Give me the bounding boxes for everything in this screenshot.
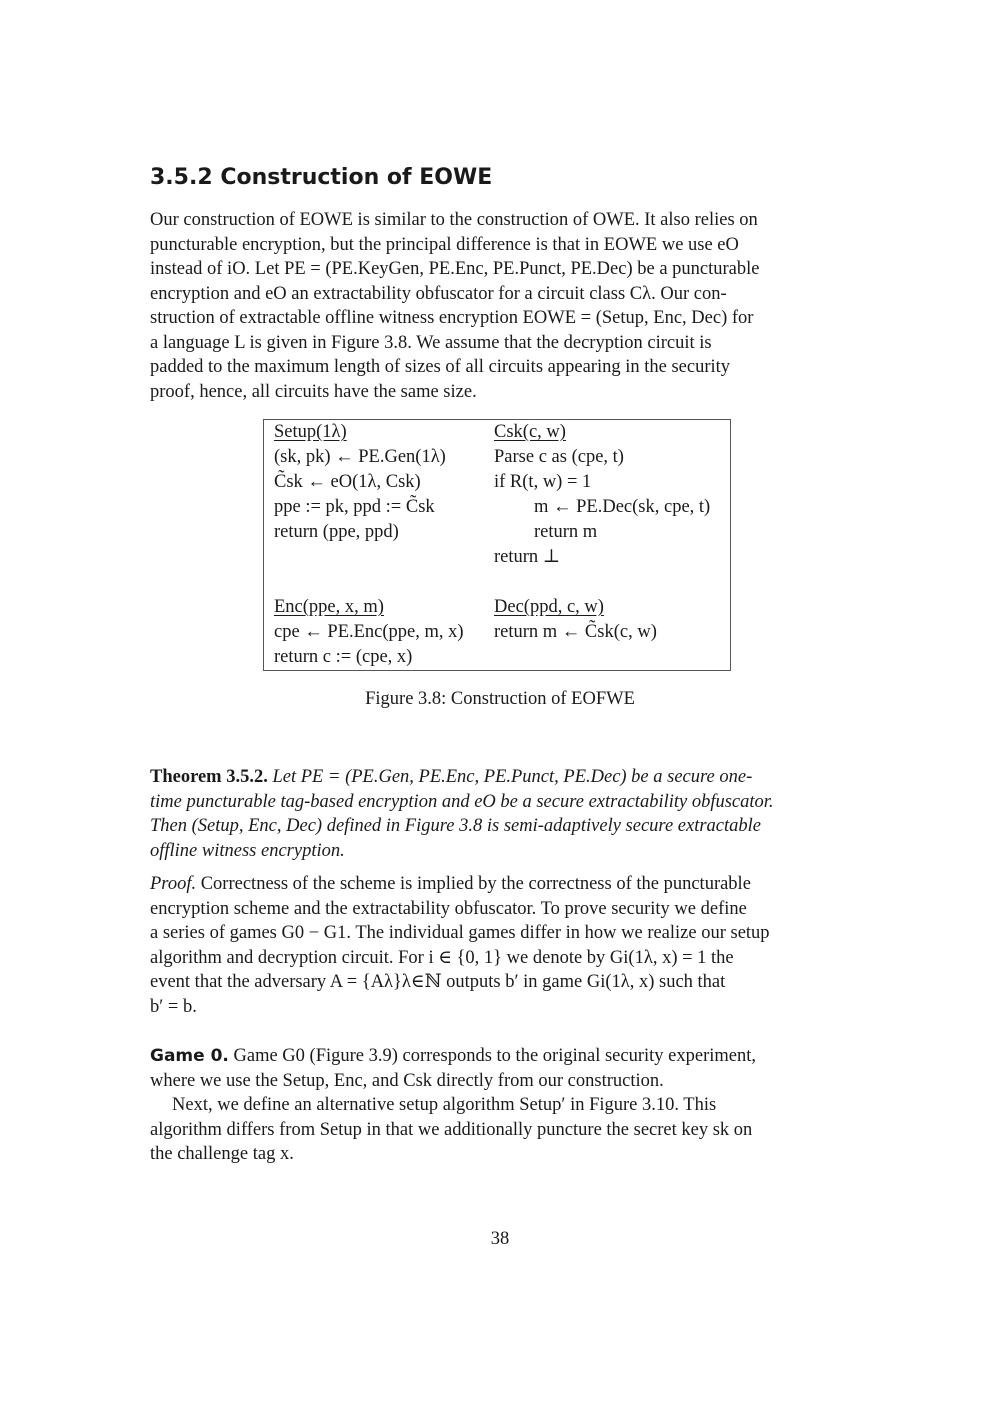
next-line: Next, we define an alternative setup algorithm Setup′ in Figure 3.10. This bbox=[172, 1095, 717, 1115]
proof-line: encryption scheme and the extractability obfuscator. To prove security we define bbox=[150, 898, 747, 919]
intro-line: a language L is given in Figure 3.8. We assume that the decryption circuit is bbox=[150, 332, 712, 353]
section-heading bbox=[150, 165, 492, 190]
intro-line: Our construction of EOWE is similar to the construction of OWE. It also relies on bbox=[150, 210, 758, 230]
figure-box bbox=[263, 419, 731, 671]
algo-line: Parse c as (cpe, t) bbox=[494, 447, 624, 467]
intro-line: proof, hence, all circuits have the same size. bbox=[150, 381, 477, 402]
proof-line: Correctness of the scheme is implied by the correctness of the puncturable bbox=[200, 874, 751, 894]
next-line: the challenge tag x. bbox=[150, 1144, 294, 1164]
intro-line: encryption and eO an extractability obfuscator for a circuit class Cλ. Our con- bbox=[150, 283, 727, 304]
algo-line: return (ppe, ppd) bbox=[274, 522, 399, 542]
algo-line: if R(t, w) = 1 bbox=[494, 472, 592, 492]
intro-paragraph bbox=[150, 208, 850, 404]
section-number: 3.5.2 bbox=[150, 165, 213, 190]
theorem-line: Let PE = (PE.Gen, PE.Enc, PE.Punct, PE.Dec) be a secure one- bbox=[272, 767, 753, 787]
dec-header: Dec(ppd, c, w) bbox=[494, 597, 604, 617]
proof-label: Proof. bbox=[150, 874, 197, 894]
algo-line: return m ← C̃sk(c, w) bbox=[494, 622, 657, 642]
proof-block bbox=[150, 872, 850, 1019]
intro-line: padded to the maximum length of sizes of all circuits appearing in the security bbox=[150, 357, 731, 377]
next-paragraph bbox=[150, 1093, 850, 1167]
intro-line: struction of extractable offline witness encryption EOWE = (Setup, Enc, Dec) for bbox=[150, 308, 754, 328]
proof-line: a series of games G0 − G1. The individual games differ in how we realize our setup bbox=[150, 923, 770, 943]
enc-header: Enc(ppe, x, m) bbox=[274, 597, 384, 617]
intro-line: puncturable encryption, but the principal difference is that in EOWE we use eO bbox=[150, 234, 739, 255]
next-line: algorithm differs from Setup in that we additionally puncture the secret key sk on bbox=[150, 1119, 753, 1140]
theorem-line: offline witness encryption. bbox=[150, 840, 345, 861]
algo-line: return c := (cpe, x) bbox=[274, 647, 413, 667]
section-title: Construction of EOWE bbox=[220, 165, 493, 190]
algo-line: return m bbox=[534, 522, 598, 542]
algo-line: cpe ← PE.Enc(ppe, m, x) bbox=[274, 622, 464, 642]
game0-block bbox=[150, 1044, 850, 1093]
page-number: 38 bbox=[490, 1229, 510, 1249]
theorem-block bbox=[150, 765, 850, 863]
proof-line: algorithm and decryption circuit. For i ∈ {0, 1} we denote by Gi(1λ, x) = 1 the bbox=[150, 947, 734, 968]
theorem-line: Then (Setup, Enc, Dec) defined in Figure 3.8 is semi-adaptively secure extractable bbox=[150, 816, 761, 836]
figure-right-column bbox=[494, 420, 710, 645]
proof-line: event that the adversary A = {Aλ}λ∈ℕ outputs b′ in game Gi(1λ, x) such that bbox=[150, 972, 726, 992]
game0-line: where we use the Setup, Enc, and Csk directly from our construction. bbox=[150, 1070, 664, 1091]
setup-header: Setup(1λ) bbox=[274, 422, 347, 442]
intro-line: instead of iO. Let PE = (PE.KeyGen, PE.Enc, PE.Punct, PE.Dec) be a puncturable bbox=[150, 259, 760, 279]
theorem-line: time puncturable tag-based encryption and eO be a secure extractability obfuscator. bbox=[150, 791, 774, 812]
figure-caption: Figure 3.8: Construction of EOFWE bbox=[365, 689, 635, 709]
algo-line: return ⊥ bbox=[494, 547, 561, 567]
theorem-label: Theorem 3.5.2. bbox=[150, 767, 268, 787]
figure-left-column bbox=[274, 420, 464, 670]
circuit-header: Csk(c, w) bbox=[494, 422, 566, 442]
game0-line: Game G0 (Figure 3.9) corresponds to the original security experiment, bbox=[233, 1046, 756, 1066]
proof-line: b′ = b. bbox=[150, 996, 197, 1017]
algo-line: m ← PE.Dec(sk, cpe, t) bbox=[534, 497, 711, 517]
algo-line: C̃sk ← eO(1λ, Csk) bbox=[274, 472, 421, 492]
algo-line: ppe := pk, ppd := C̃sk bbox=[274, 497, 435, 517]
algo-line: (sk, pk) ← PE.Gen(1λ) bbox=[274, 447, 446, 467]
game0-label: Game 0. bbox=[150, 1046, 229, 1066]
